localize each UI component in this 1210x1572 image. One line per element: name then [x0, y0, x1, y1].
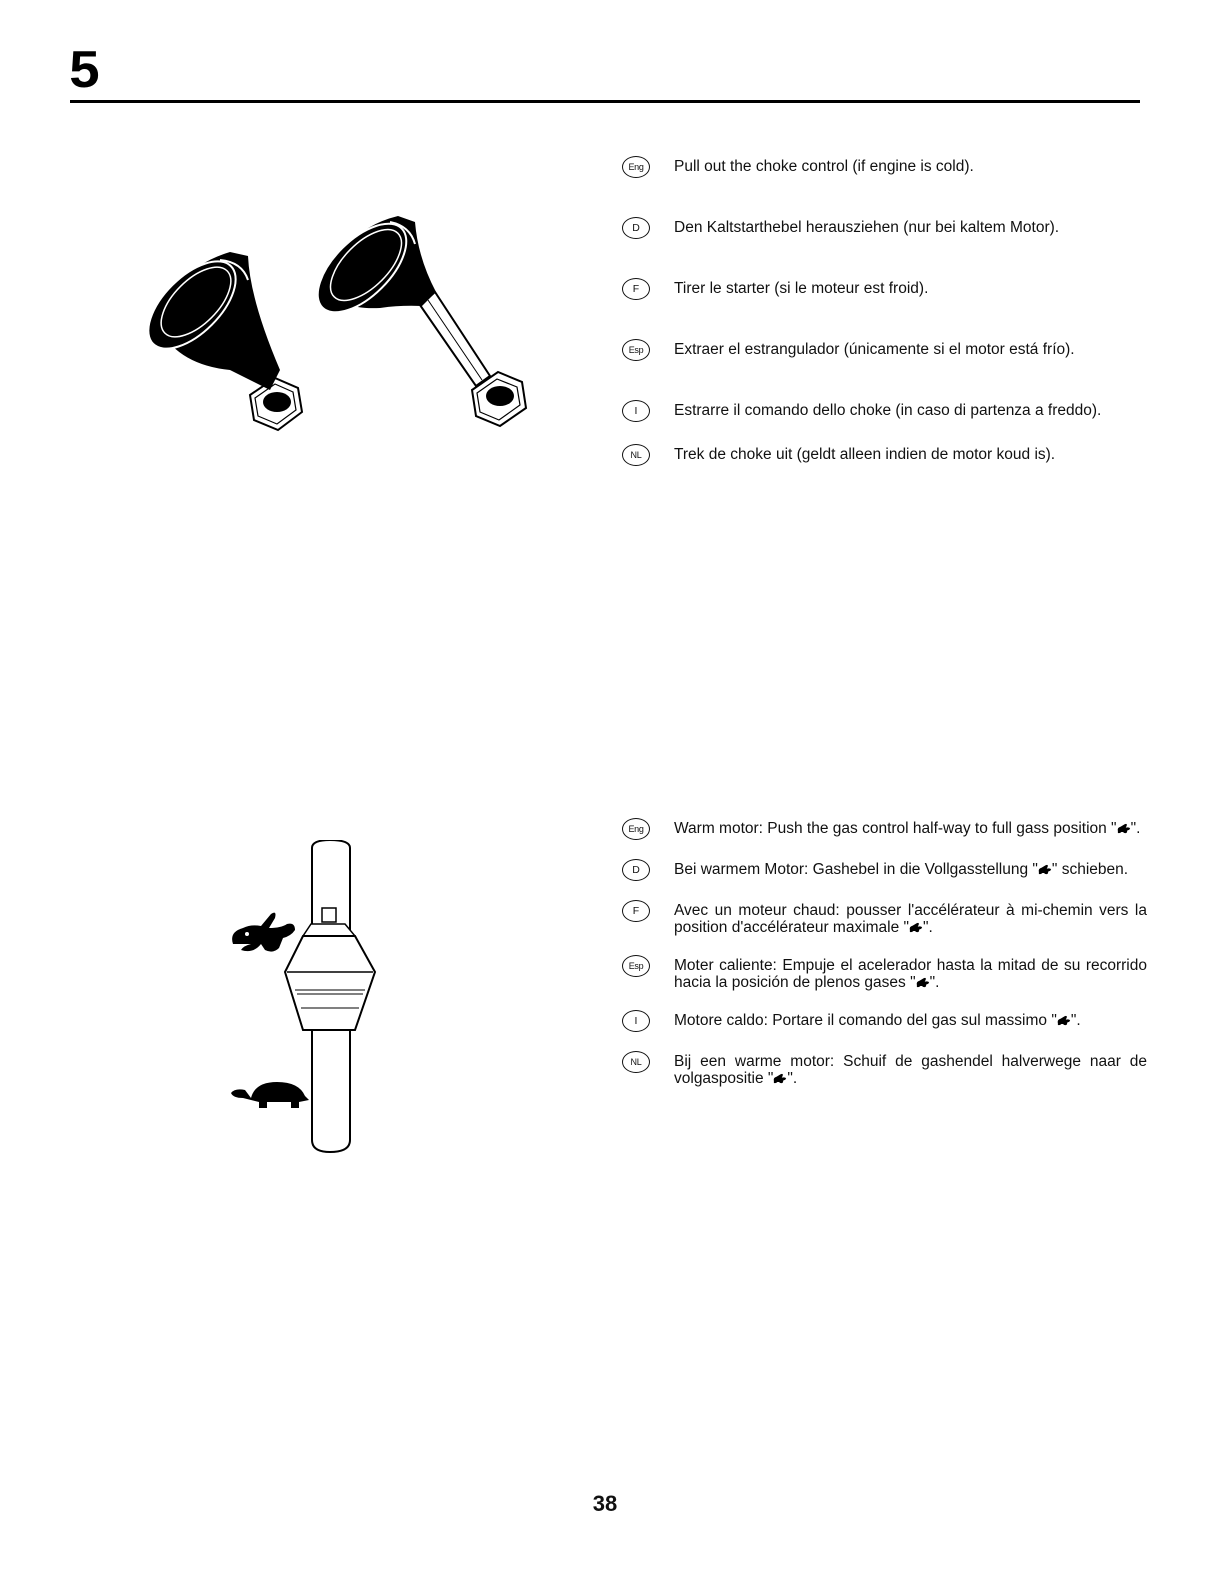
header-rule	[70, 100, 1140, 103]
instruction-text: Moter caliente: Empuje el acelerador hasta la mitad de su recorrido hacia la posición de plenos gases " ".	[674, 957, 1147, 991]
instruction-esp	[622, 341, 1147, 361]
lang-badge-esp: Esp	[622, 339, 650, 361]
instruction-text: Bei warmem Motor: Gashebel in die Vollgasstellung " " schieben.	[674, 861, 1129, 878]
instruction-i	[622, 402, 1147, 422]
lang-badge-eng: Eng	[622, 818, 650, 840]
instruction-text: Warm motor: Push the gas control half-way to full gass position " ".	[674, 820, 1141, 837]
instruction-text: Bij een warme motor: Schuif de gashendel halverwege naar de volgaspositie " ".	[674, 1053, 1147, 1087]
hare-icon	[232, 913, 295, 952]
instruction-f	[622, 280, 1147, 300]
instruction-eng	[622, 820, 1147, 840]
instruction-f	[622, 902, 1147, 936]
lang-badge-i: I	[622, 1010, 650, 1032]
throttle-lever-illustration	[215, 840, 395, 1160]
choke-knob-closed	[133, 246, 302, 430]
instruction-esp	[622, 957, 1147, 991]
instruction-nl	[622, 1053, 1147, 1087]
hare-icon	[1057, 1015, 1071, 1026]
hare-icon	[909, 922, 923, 933]
lang-badge-esp: Esp	[622, 955, 650, 977]
section-number: 5	[69, 41, 100, 99]
hare-icon	[1038, 864, 1052, 875]
lang-badge-f: F	[622, 900, 650, 922]
tortoise-icon	[231, 1082, 309, 1108]
instruction-text: Extraer el estrangulador (únicamente si el motor está frío).	[674, 341, 1075, 358]
lang-badge-nl: NL	[622, 1051, 650, 1073]
instruction-i	[622, 1012, 1147, 1032]
lang-badge-nl: NL	[622, 444, 650, 466]
throttle-instructions	[622, 820, 1147, 1108]
hare-icon	[916, 977, 930, 988]
instruction-eng	[622, 158, 1147, 178]
instruction-text: Trek de choke uit (geldt alleen indien de motor koud is).	[674, 446, 1056, 463]
choke-knob-open	[303, 209, 526, 426]
instruction-text: Tirer le starter (si le moteur est froid).	[674, 280, 929, 297]
instruction-text: Pull out the choke control (if engine is cold).	[674, 158, 974, 175]
lang-badge-eng: Eng	[622, 156, 650, 178]
page-number: 38	[592, 1491, 618, 1516]
lang-badge-d: D	[622, 217, 650, 239]
instruction-text: Den Kaltstarthebel herausziehen (nur bei kaltem Motor).	[674, 219, 1060, 236]
instruction-text: Avec un moteur chaud: pousser l'accélérateur à mi-chemin vers la position d'accélérateur maximale " ".	[674, 902, 1147, 936]
hare-icon	[773, 1073, 787, 1084]
instruction-d	[622, 219, 1147, 239]
lang-badge-i: I	[622, 400, 650, 422]
choke-knob-illustration	[130, 180, 570, 460]
instruction-text: Motore caldo: Portare il comando del gas sul massimo " ".	[674, 1012, 1081, 1029]
choke-instructions	[622, 158, 1147, 507]
lang-badge-d: D	[622, 859, 650, 881]
lang-badge-f: F	[622, 278, 650, 300]
hare-icon	[1117, 823, 1131, 834]
instruction-text: Estrarre il comando dello choke (in caso di partenza a freddo).	[674, 402, 1102, 419]
instruction-nl	[622, 446, 1147, 466]
instruction-d	[622, 861, 1147, 881]
throttle-lever	[285, 908, 375, 1030]
